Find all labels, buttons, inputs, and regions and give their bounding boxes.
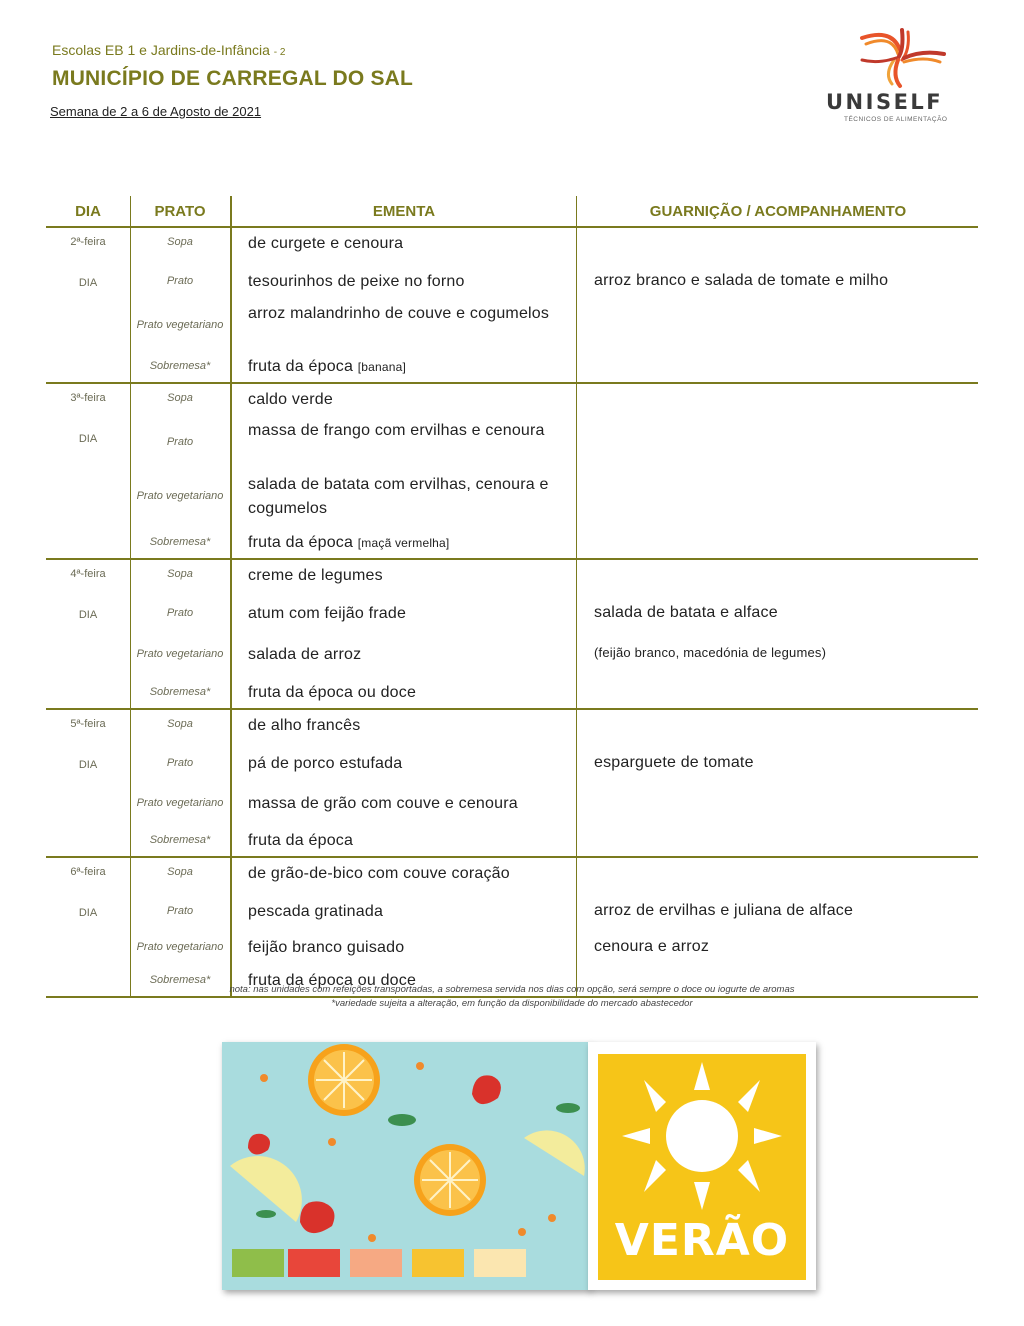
side-dish: salada de batata e alface bbox=[594, 604, 778, 621]
menu-item-text: de grão-de-bico com couve coração bbox=[248, 865, 510, 882]
week-range: Semana de 2 a 6 de Agosto de 2021 bbox=[50, 104, 262, 119]
fruit-variety: [banana] bbox=[357, 360, 407, 374]
menu-item bbox=[248, 419, 574, 443]
menu-item bbox=[248, 388, 574, 412]
menu-row bbox=[46, 632, 978, 678]
menu-row bbox=[46, 264, 978, 300]
menu-item-text: de alho francês bbox=[248, 717, 361, 734]
menu-item bbox=[248, 829, 574, 853]
dish-type: Prato bbox=[166, 905, 194, 917]
menu-item-text: pá de porco estufada bbox=[248, 755, 403, 772]
color-swatch bbox=[350, 1249, 402, 1277]
menu-row bbox=[46, 528, 978, 558]
menu-item-text: fruta da época bbox=[248, 358, 354, 375]
summer-fruit-image bbox=[222, 1042, 590, 1290]
dia-label: DIA bbox=[78, 907, 98, 919]
menu-item-text: fruta da época ou doce bbox=[248, 684, 417, 701]
menu-item-text: fruta da época bbox=[248, 534, 354, 551]
menu-item bbox=[248, 752, 574, 776]
dish-type: Sopa bbox=[167, 236, 193, 248]
sun-panel bbox=[598, 1054, 806, 1280]
menu-item bbox=[248, 232, 574, 256]
menu-item-text: fruta da época ou doce bbox=[248, 972, 417, 989]
school-name: Escolas EB 1 e Jardins-de-Infância bbox=[52, 42, 270, 58]
dish-type: Prato vegetariano bbox=[136, 941, 224, 953]
dia-label: DIA bbox=[78, 277, 98, 289]
menu-item-text: feijão branco guisado bbox=[248, 939, 405, 956]
menu-row bbox=[46, 466, 978, 528]
dish-type: Sobremesa* bbox=[149, 686, 211, 698]
menu-item bbox=[248, 900, 574, 924]
menu-row bbox=[46, 930, 978, 966]
dish-type: Sopa bbox=[167, 568, 193, 580]
dish-type: Sobremesa* bbox=[149, 974, 211, 986]
dia-label: DIA bbox=[78, 759, 98, 771]
menu-item-text: creme de legumes bbox=[248, 567, 383, 584]
day-block bbox=[46, 858, 978, 998]
school-suffix: - 2 bbox=[273, 47, 286, 58]
menu-table bbox=[46, 196, 978, 998]
menu-item-text: caldo verde bbox=[248, 391, 333, 408]
color-swatch bbox=[538, 1249, 590, 1277]
uniself-emblem-icon bbox=[822, 20, 974, 90]
dish-type: Prato vegetariano bbox=[136, 648, 224, 660]
dish-type: Prato bbox=[166, 275, 194, 287]
menu-row bbox=[46, 782, 978, 826]
dish-type: Sopa bbox=[167, 866, 193, 878]
column-divider bbox=[230, 196, 232, 998]
side-dish: esparguete de tomate bbox=[594, 754, 754, 771]
menu-item bbox=[248, 302, 574, 326]
dish-type: Prato vegetariano bbox=[136, 319, 224, 331]
menu-item bbox=[248, 602, 574, 626]
side-dish: cenoura e arroz bbox=[594, 938, 710, 955]
menu-row bbox=[46, 678, 978, 708]
footnote-1: nota: nas unidades com refeições transportadas, a sobremesa servida nos dias com opção, será sempre o doce ou iogurte de aromas bbox=[229, 984, 795, 995]
summer-banner bbox=[588, 1042, 816, 1290]
menu-item-text: salada de arroz bbox=[248, 646, 362, 663]
menu-item bbox=[248, 564, 574, 588]
menu-item bbox=[248, 714, 574, 738]
col-header-dia: DIA bbox=[75, 203, 101, 220]
weekday-label: 3ª-feira bbox=[70, 392, 106, 404]
menu-item-text: massa de grão com couve e cenoura bbox=[248, 795, 518, 812]
menu-row bbox=[46, 300, 978, 352]
col-header-ementa: EMENTA bbox=[372, 203, 436, 220]
menu-item-text: tesourinhos de peixe no forno bbox=[248, 273, 465, 290]
menu-days bbox=[46, 228, 978, 998]
menu-row bbox=[46, 596, 978, 632]
dish-type: Prato vegetariano bbox=[136, 490, 224, 502]
menu-item-text: pescada gratinada bbox=[248, 903, 384, 920]
dish-type: Sobremesa* bbox=[149, 536, 211, 548]
menu-item-text: atum com feijão frade bbox=[248, 605, 407, 622]
column-divider bbox=[130, 196, 131, 998]
color-swatch bbox=[474, 1249, 526, 1277]
dish-type: Sobremesa* bbox=[149, 834, 211, 846]
side-dish: (feijão branco, macedónia de legumes) bbox=[594, 645, 827, 660]
menu-item bbox=[248, 792, 574, 816]
color-swatch bbox=[412, 1249, 464, 1277]
col-header-prato: PRATO bbox=[154, 203, 206, 220]
logo-subtitle: TÉCNICOS DE ALIMENTAÇÃO bbox=[844, 116, 948, 123]
menu-row bbox=[46, 228, 978, 264]
dish-type: Sobremesa* bbox=[149, 360, 211, 372]
menu-item bbox=[248, 643, 574, 667]
dish-type: Prato bbox=[166, 757, 194, 769]
dish-type: Prato bbox=[166, 436, 194, 448]
day-block bbox=[46, 560, 978, 710]
uniself-logo bbox=[822, 20, 974, 128]
dish-type: Prato bbox=[166, 607, 194, 619]
menu-item-text: salada de batata com ervilhas, cenoura e cogumelos bbox=[248, 476, 549, 517]
menu-row bbox=[46, 384, 978, 420]
municipality-title: MUNICÍPIO DE CARREGAL DO SAL bbox=[52, 67, 414, 90]
menu-item bbox=[248, 531, 574, 555]
col-header-guarnicao: GUARNIÇÃO / ACOMPANHAMENTO bbox=[649, 203, 907, 220]
menu-row bbox=[46, 858, 978, 894]
dish-type: Prato vegetariano bbox=[136, 797, 224, 809]
logo-wordmark: UNISELF bbox=[826, 90, 944, 114]
menu-item-text: massa de frango com ervilhas e cenoura bbox=[248, 422, 545, 439]
menu-item bbox=[248, 270, 574, 294]
menu-row bbox=[46, 352, 978, 382]
color-swatch bbox=[232, 1249, 284, 1277]
menu-row bbox=[46, 746, 978, 782]
menu-row bbox=[46, 420, 978, 466]
color-swatch bbox=[288, 1249, 340, 1277]
sun-icon bbox=[598, 1054, 806, 1214]
menu-item bbox=[248, 862, 574, 886]
menu-row bbox=[46, 560, 978, 596]
menu-item bbox=[248, 355, 574, 379]
menu-item-text: de curgete e cenoura bbox=[248, 235, 404, 252]
menu-item bbox=[248, 473, 574, 521]
dish-type: Sopa bbox=[167, 392, 193, 404]
dia-label: DIA bbox=[78, 433, 98, 445]
side-dish: arroz branco e salada de tomate e milho bbox=[594, 272, 889, 289]
menu-item-text: fruta da época bbox=[248, 832, 354, 849]
dish-type: Sopa bbox=[167, 718, 193, 730]
day-block bbox=[46, 384, 978, 560]
weekday-label: 4ª-feira bbox=[70, 568, 106, 580]
menu-row bbox=[46, 710, 978, 746]
banner-word: VERÃO bbox=[614, 1215, 790, 1266]
weekday-label: 2ª-feira bbox=[70, 236, 106, 248]
menu-row bbox=[46, 826, 978, 856]
menu-row bbox=[46, 894, 978, 930]
column-divider bbox=[576, 196, 577, 998]
table-header bbox=[46, 196, 978, 228]
side-dish: arroz de ervilhas e juliana de alface bbox=[594, 902, 854, 919]
menu-item-text: arroz malandrinho de couve e cogumelos bbox=[248, 305, 550, 322]
menu-item bbox=[248, 936, 574, 960]
day-block bbox=[46, 228, 978, 384]
weekday-label: 6ª-feira bbox=[70, 866, 106, 878]
school-heading bbox=[52, 42, 285, 58]
weekday-label: 5ª-feira bbox=[70, 718, 106, 730]
fruit-variety: [maçã vermelha] bbox=[357, 536, 450, 550]
menu-item bbox=[248, 681, 574, 705]
footnote-2: *variedade sujeita a alteração, em função da disponibilidade do mercado abastecedor bbox=[331, 998, 693, 1009]
dia-label: DIA bbox=[78, 609, 98, 621]
day-block bbox=[46, 710, 978, 858]
